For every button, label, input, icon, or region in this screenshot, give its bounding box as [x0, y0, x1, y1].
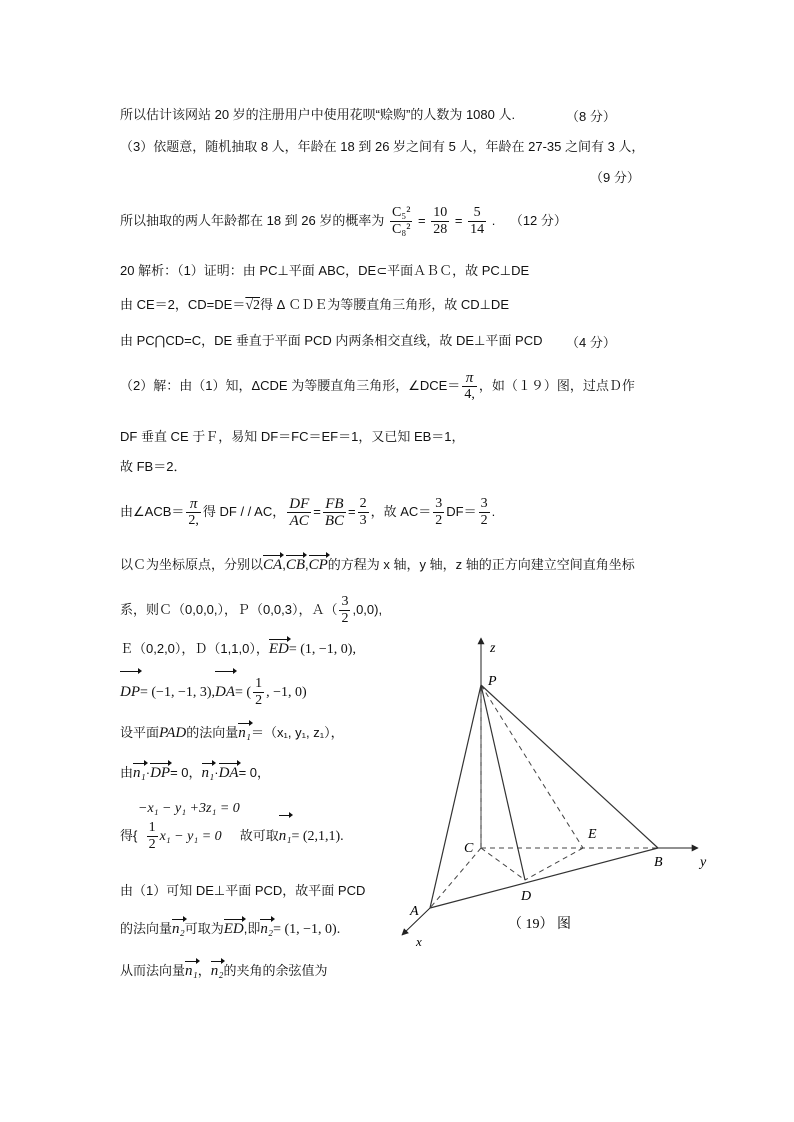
label-p: P: [488, 674, 497, 689]
score-12: （12 分）: [509, 213, 567, 228]
edge-pe: [481, 685, 583, 848]
text-line-15: 设平面PAD的法向量n₁＝（x₁, y₁, z₁），: [120, 725, 344, 741]
edge-ca: [430, 848, 481, 908]
score-4: （4 分）: [566, 335, 616, 350]
label-e: E: [588, 827, 597, 842]
vector-da: DA: [215, 672, 235, 712]
combination-fraction: $\frac{\text{C₅²}}{\text{C₈²}}$: [392, 205, 411, 238]
score-8: （8 分）: [566, 109, 616, 124]
label-y: y: [700, 855, 707, 870]
fraction-pi-2: $\frac{\pi}{2,}$: [188, 496, 199, 529]
pyramid-figure: [390, 630, 720, 960]
text-line-1: [120, 106, 515, 124]
text-line-20: 的法向量n₂可取为ED,即n₂= (1, −1, 0).: [120, 921, 341, 937]
fraction-1-2-a: $\frac{1}{2}$: [255, 676, 263, 709]
fraction-df-ac: $\frac{DF}{AC}$: [289, 496, 310, 530]
edge-pb: [481, 685, 658, 848]
vector-ed: ED: [268, 641, 289, 657]
text-line-14: DP= (−1, −1, 3),DA= ( $\frac{1}{2}$ , −1, 0): [120, 672, 307, 713]
label-x: x: [416, 934, 422, 949]
text-line-4: 20 解析：（1）证明：由 PC⊥平面 ABC，DE⊂平面ＡＢＣ，故 PC⊥DE: [120, 263, 530, 278]
equation-1: −x₁ − y₁ +3z₁ = 0: [138, 801, 240, 816]
edge-pd: [481, 685, 525, 880]
vector-cp: CP: [308, 557, 328, 573]
sqrt-2: √2: [245, 298, 261, 313]
label-a: A: [410, 904, 419, 919]
text-line-8: DF 垂直 CE 于Ｆ，易知 DF＝FC＝EF＝1，又已知 EB＝1，: [120, 429, 465, 444]
label-c: C: [464, 841, 474, 856]
line-3-text: 所以抽取的两人年龄都在 18 到 26 岁的概率为: [120, 213, 385, 228]
fraction-10-28: $\frac{10}{28}$: [433, 205, 448, 238]
text-line-12: 系，则Ｃ（0,0,0,），Ｐ（0,0,3），Ａ（ $\frac{3}{2}$ ,0,0),: [120, 594, 383, 627]
text-line-6: 由 PC⋂CD=C，DE 垂直于平面 PCD 内两条相交直线，故 DE⊥平面 PCD: [120, 333, 543, 348]
vector-ca: CA: [263, 557, 283, 573]
vector-dp: DP: [120, 672, 140, 712]
text-line-19: 由（1）可知 DE⊥平面 PCD，故平面 PCD: [120, 883, 366, 898]
vector-n1: n₁: [238, 725, 251, 741]
text-line-7: （2）解：由（1）知，ΔCDE 为等腰直角三角形，∠DCE＝ $\frac{\pi}{4,}$ ，如（１９）图，过点Ｄ作: [120, 370, 635, 403]
text-line-10: 由∠ACB＝ $\frac{\pi}{2,}$ 得 DF / / AC， $\frac{DF}{AC}$ = $\frac{FB}{BC}$ = $\frac{2}{3}$ ，故 AC＝ $\frac{3}{2}$ DF＝ $\frac{3}{2}$ .: [120, 496, 496, 530]
text-line-3: 所以抽取的两人年龄都在 18 到 26 岁的概率为 $\frac{\text{C₅²}}{\text{C₈²}}$ = $\frac{10}{28}$ = $\frac{5}{14}$ . （12 分）: [120, 205, 567, 238]
label-z: z: [490, 641, 496, 656]
vector-cb: CB: [285, 557, 305, 573]
fraction-1-2-b: $\frac{1}{2}$: [148, 820, 156, 853]
line-1-text: 所以估计该网站 20 岁的注册用户中使用花呗“赊购”的人数为 1080 人.: [120, 107, 516, 122]
fraction-5-14: $\frac{5}{14}$: [470, 205, 485, 238]
score-9: （9 分）: [590, 170, 640, 185]
fraction-3-2-a: $\frac{3}{2}$: [435, 496, 443, 529]
fraction-3-2-c: $\frac{3}{2}$: [341, 594, 349, 627]
text-line-18: 得{ $\frac{1}{2}$ x₁ − y₁ = 0 故可取n₁= (2,1,1).: [120, 816, 344, 857]
text-line-9: 故 FB＝2．: [120, 459, 187, 474]
figure-caption: （ 19） 图: [508, 917, 571, 932]
fraction-pi-4: $\frac{\pi}{4,}$: [464, 370, 475, 403]
text-line-21: 从而法向量n₁，n₂的夹角的余弦值为: [120, 963, 328, 979]
text-line-16: 由n₁·DP= 0，n₁·DA= 0，: [120, 765, 271, 781]
label-b: B: [654, 855, 663, 870]
fraction-3-2-b: $\frac{3}{2}$: [480, 496, 488, 529]
text-line-2: （3）依题意，随机抽取 8 人，年龄在 18 到 26 岁之间有 5 人，年龄在 27-35 之间有 3 人，: [120, 139, 645, 154]
label-d: D: [521, 889, 532, 904]
text-line-5: 由 CE＝2，CD=DE＝√2得 Δ ＣＤＥ为等腰直角三角形，故 CD⊥DE: [120, 297, 509, 313]
fraction-2-3: $\frac{2}{3}$: [359, 496, 367, 529]
fraction-fb-bc: $\frac{FB}{BC}$: [324, 496, 344, 530]
edge-ab: [430, 848, 658, 908]
edge-pa: [430, 685, 481, 908]
text-line-13: Ｅ（0,2,0），Ｄ（1,1,0），ED= (1, −1, 0),: [120, 641, 356, 657]
text-line-11: 以Ｃ为坐标原点，分别以CA,CB,CP的方程为 x 轴，y 轴，z 轴的正方向建立空间直角坐标: [120, 557, 635, 573]
